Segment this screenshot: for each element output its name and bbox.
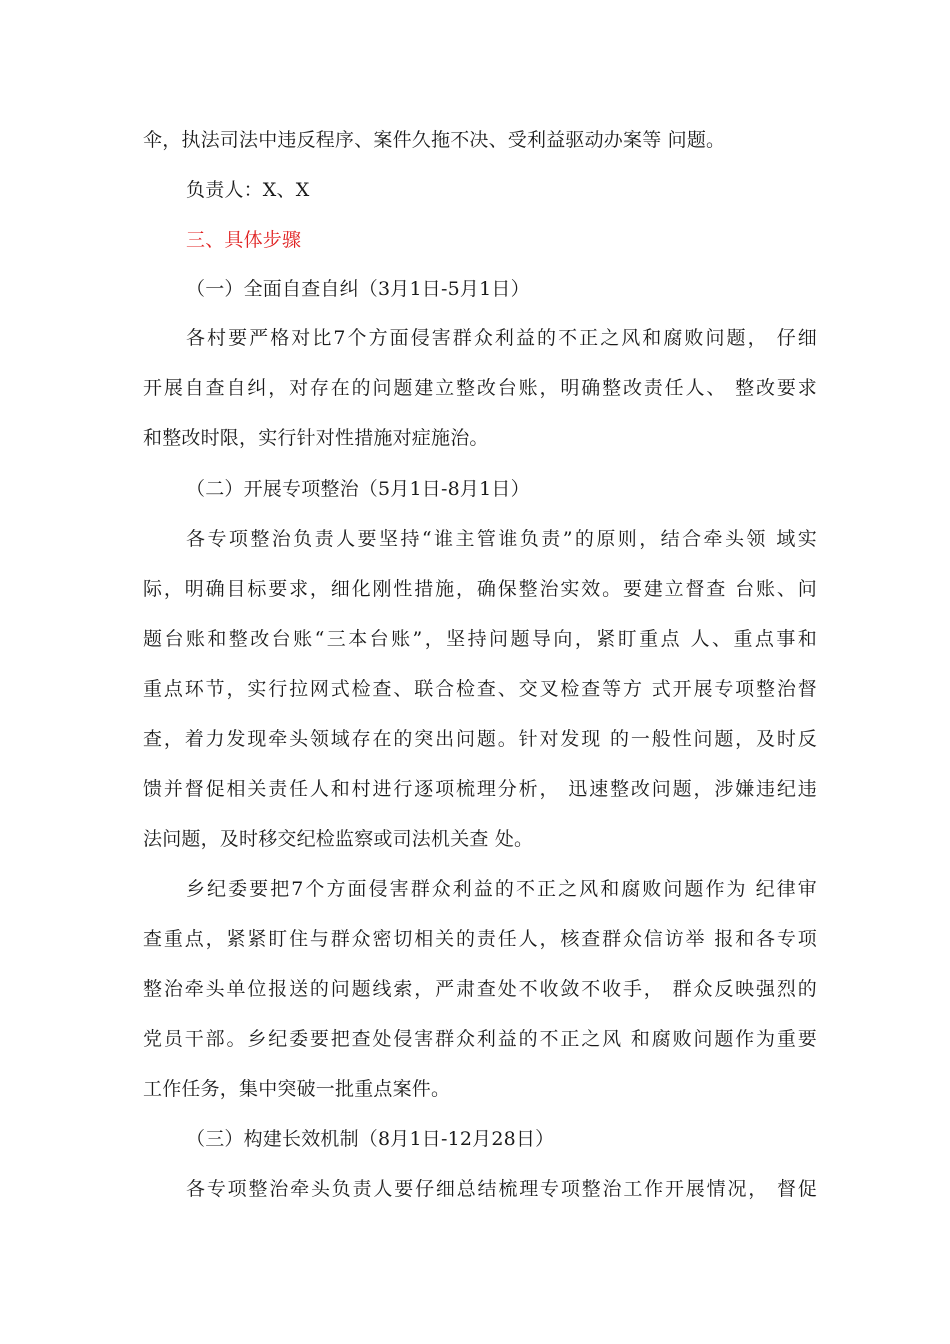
paragraph-line: 党员干部。乡纪委要把查处侵害群众利益的不正之风 和腐败问题作为重要 <box>143 1028 817 1050</box>
responsible-person-line: 负责人：X、X <box>186 179 310 201</box>
paragraph-line: 重点环节，实行拉网式检查、联合检查、交叉检查等方 式开展专项整治督 <box>143 678 817 700</box>
paragraph-line: 题台账和整改台账“三本台账”，坚持问题导向，紧盯重点 人、重点事和 <box>143 628 817 650</box>
subsection-heading: （三）构建长效机制（8月1日-12月28日） <box>186 1128 555 1150</box>
paragraph-line: 和整改时限，实行针对性措施对症施治。 <box>143 427 489 449</box>
paragraph-line: 各村要严格对比7个方面侵害群众利益的不正之风和腐败问题， 仔细 <box>186 327 817 349</box>
paragraph-line: 各专项整治负责人要坚持“谁主管谁负责”的原则，结合牵头领 域实 <box>186 528 817 550</box>
paragraph-line: 查重点，紧紧盯住与群众密切相关的责任人，核查群众信访举 报和各专项 <box>143 928 817 950</box>
paragraph-line: 际，明确目标要求，细化刚性措施，确保整治实效。要建立督查 台账、问 <box>143 578 817 600</box>
paragraph-line: 各专项整治牵头负责人要仔细总结梳理专项整治工作开展情况， 督促 <box>186 1178 817 1200</box>
paragraph-line: 工作任务，集中突破一批重点案件。 <box>143 1078 451 1100</box>
paragraph-line: 乡纪委要把7个方面侵害群众利益的不正之风和腐败问题作为 纪律审 <box>186 878 817 900</box>
paragraph-line: 查，着力发现牵头领域存在的突出问题。针对发现 的一般性问题，及时反 <box>143 728 817 750</box>
section-heading: 三、具体步骤 <box>186 229 302 251</box>
subsection-heading: （一）全面自查自纠（3月1日-5月1日） <box>186 278 530 300</box>
paragraph-line: 整治牵头单位报送的问题线索，严肃查处不收敛不收手， 群众反映强烈的 <box>143 978 817 1000</box>
paragraph-line: 开展自查自纠，对存在的问题建立整改台账，明确整改责任人、 整改要求 <box>143 377 817 399</box>
paragraph-line: 伞，执法司法中违反程序、案件久拖不决、受利益驱动办案等 问题。 <box>143 129 726 151</box>
paragraph-line: 法问题，及时移交纪检监察或司法机关查 处。 <box>143 828 534 850</box>
paragraph-line: 馈并督促相关责任人和村进行逐项梳理分析， 迅速整改问题，涉嫌违纪违 <box>143 778 817 800</box>
subsection-heading: （二）开展专项整治（5月1日-8月1日） <box>186 478 530 500</box>
